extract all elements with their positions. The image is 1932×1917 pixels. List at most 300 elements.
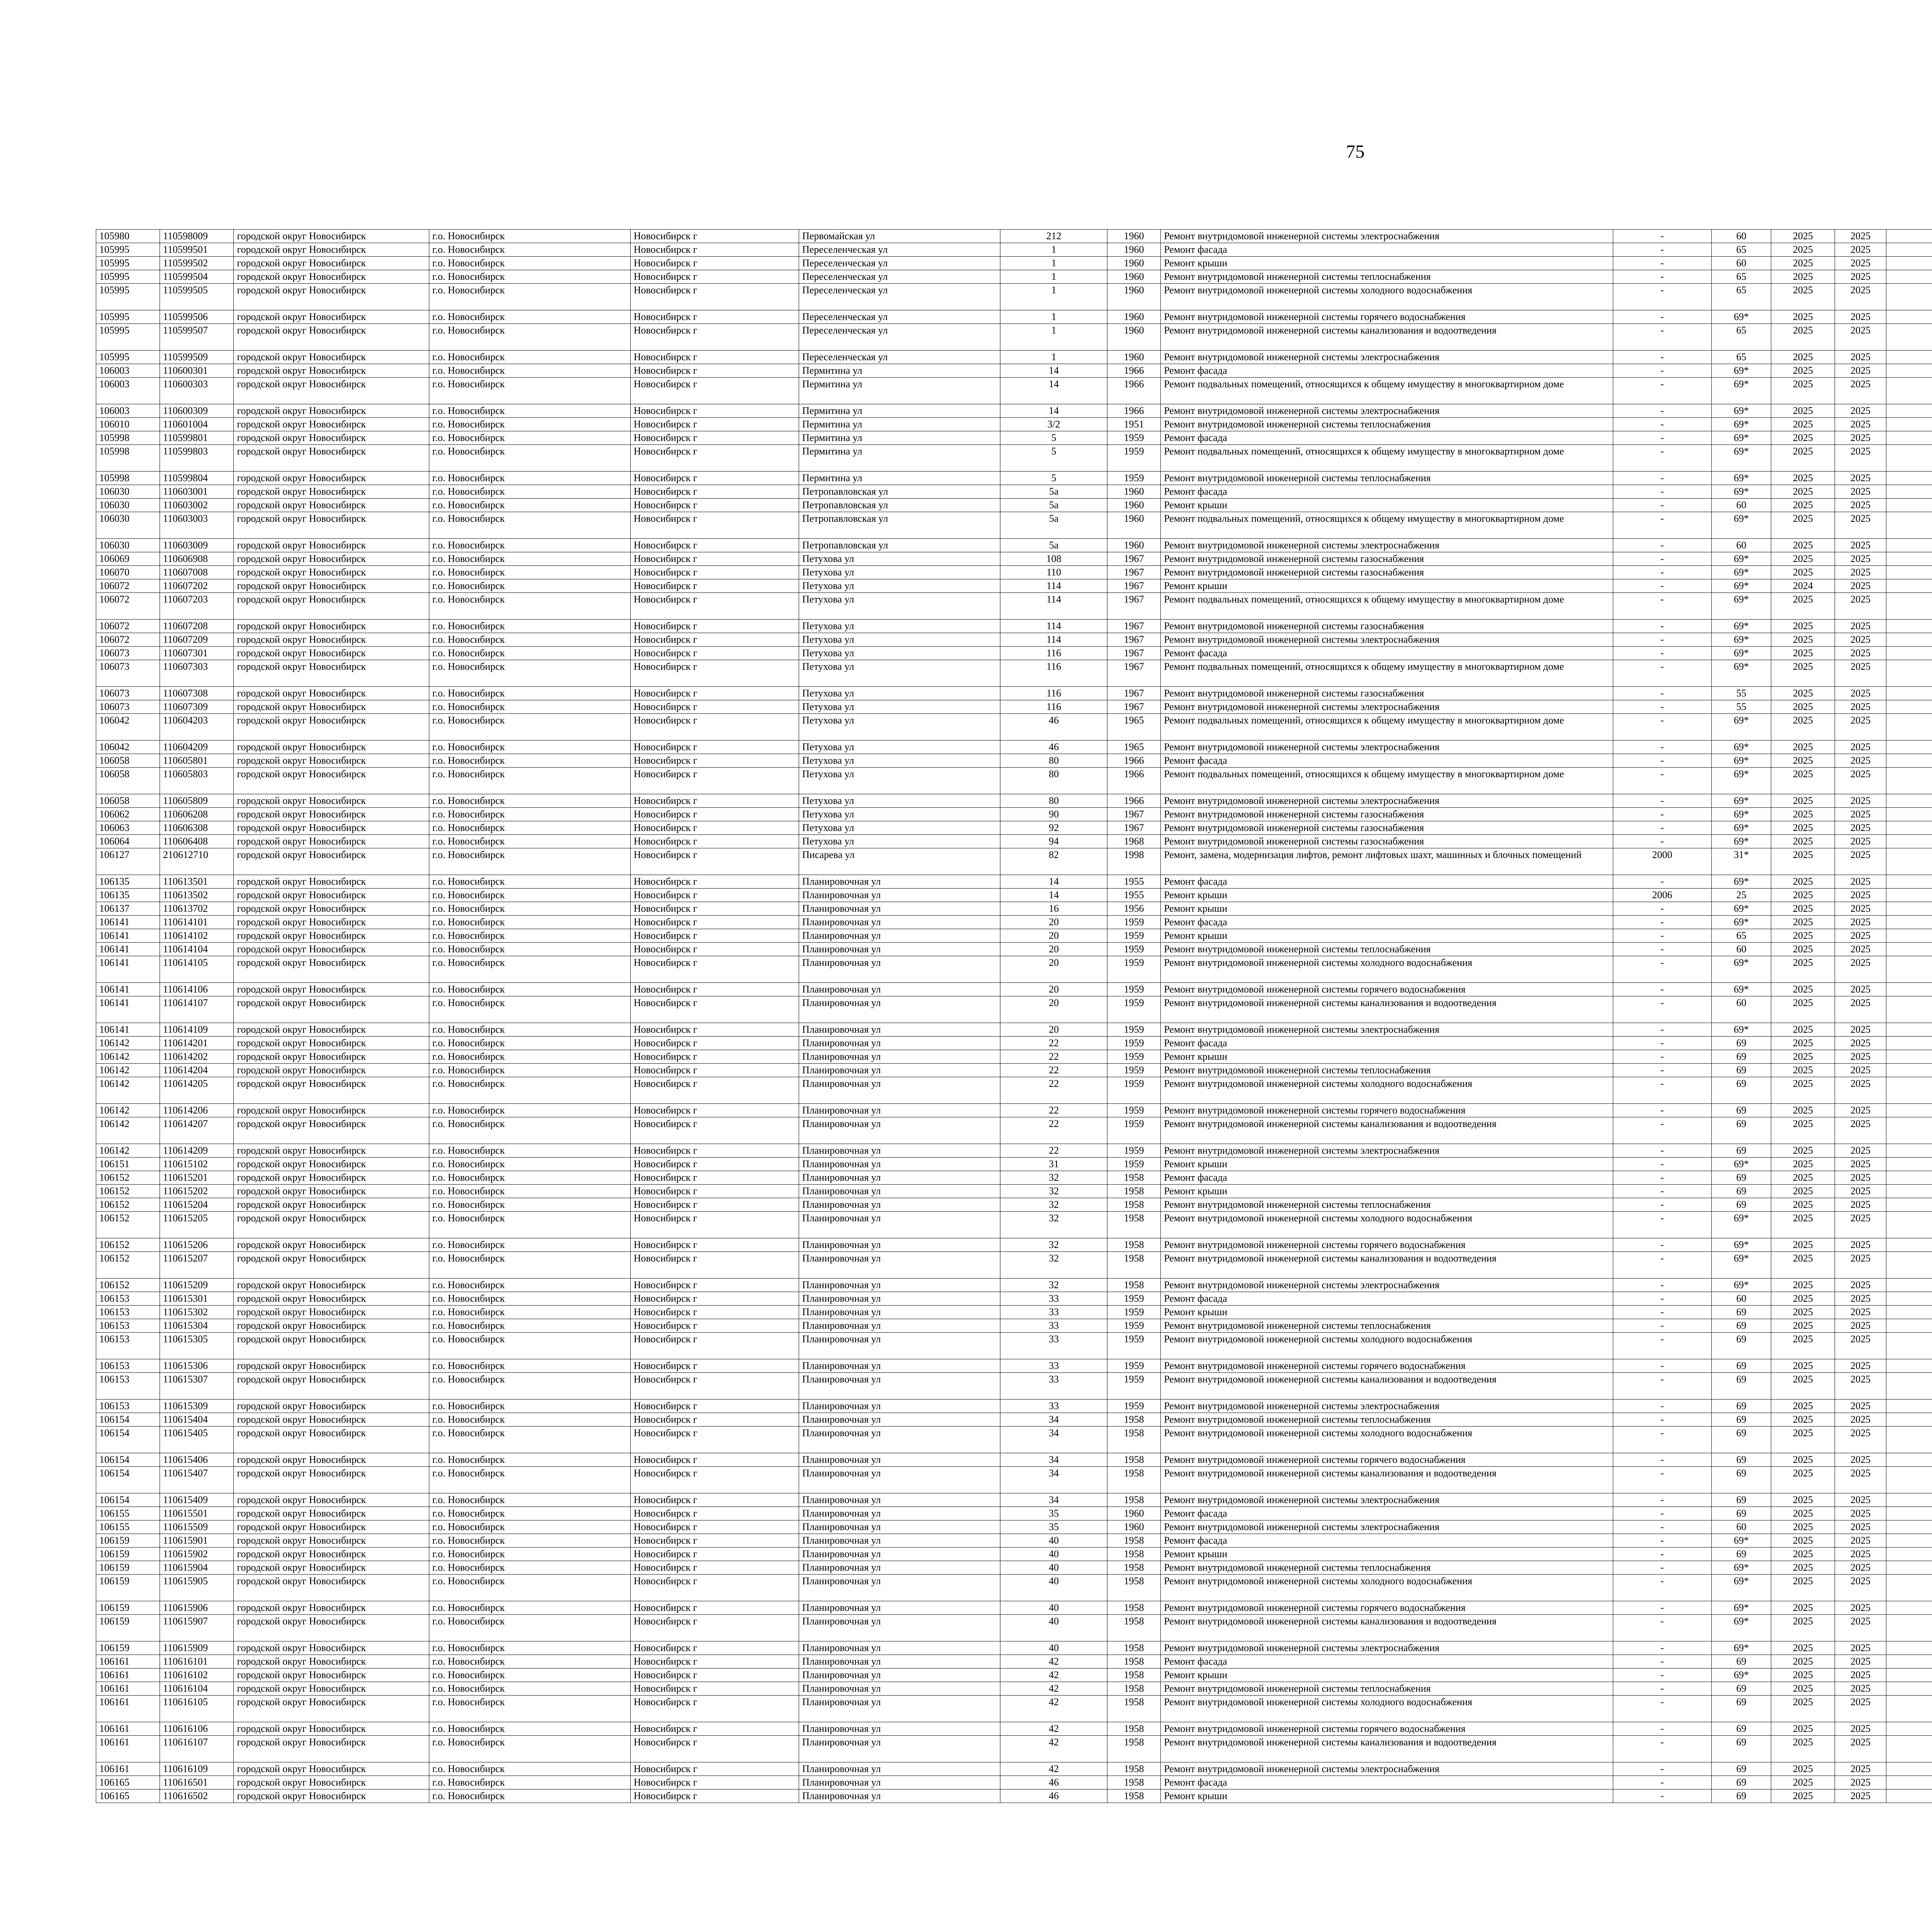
cell-street: Пермитина ул <box>799 445 1000 472</box>
cell-year-built: 1959 <box>1107 1117 1161 1144</box>
cell-work-type: Ремонт внутридомовой инженерной системы канализования и водоотведения <box>1161 324 1613 351</box>
cell-house-id: 106153 <box>96 1399 160 1413</box>
cell-settlement: г.о. Новосибирск <box>429 1104 630 1117</box>
cell-work-type: Ремонт внутридомовой инженерной системы газоснабжения <box>1161 566 1613 579</box>
cell-settlement: г.о. Новосибирск <box>429 1575 630 1601</box>
cell-plan-year-start: 2025 <box>1771 1534 1835 1548</box>
cell-plan-year-start: 2025 <box>1771 1520 1835 1534</box>
cell-city: Новосибирск г <box>630 620 799 633</box>
cell-house-number: 1 <box>1000 257 1107 270</box>
table-row <box>96 1359 1932 1373</box>
cell-year-built: 1958 <box>1107 1789 1161 1803</box>
table-row <box>96 1333 1932 1359</box>
cell-last-repair-year: - <box>1613 351 1711 364</box>
cell-year-built: 1960 <box>1107 485 1161 499</box>
cell-settlement: г.о. Новосибирск <box>429 1252 630 1279</box>
cell-wear: 69* <box>1711 1561 1771 1575</box>
cell-last-repair-year: - <box>1613 996 1711 1023</box>
cell-house-number: 42 <box>1000 1736 1107 1762</box>
cell-street: Петухова ул <box>799 768 1000 794</box>
cell-plan-year-start: 2025 <box>1771 1319 1835 1333</box>
cell-total-cost <box>1886 364 1932 378</box>
cell-year-built: 1955 <box>1107 875 1161 889</box>
cell-settlement: г.о. Новосибирск <box>429 1333 630 1359</box>
cell-street: Петухова ул <box>799 687 1000 700</box>
cell-house-number: 32 <box>1000 1238 1107 1252</box>
cell-total-cost <box>1886 512 1932 539</box>
cell-house-number: 114 <box>1000 620 1107 633</box>
cell-total-cost <box>1886 1306 1932 1319</box>
cell-house-number: 40 <box>1000 1575 1107 1601</box>
cell-plan-year-end: 2025 <box>1835 1601 1886 1615</box>
cell-total-cost <box>1886 1789 1932 1803</box>
cell-total-cost <box>1886 902 1932 916</box>
cell-work-id: 110616102 <box>160 1668 233 1682</box>
cell-work-type: Ремонт внутридомовой инженерной системы теплоснабжения <box>1161 1319 1613 1333</box>
cell-settlement: г.о. Новосибирск <box>429 1292 630 1306</box>
cell-year-built: 1959 <box>1107 1077 1161 1104</box>
cell-last-repair-year: - <box>1613 821 1711 835</box>
cell-total-cost <box>1886 445 1932 472</box>
cell-plan-year-start: 2025 <box>1771 929 1835 943</box>
cell-last-repair-year: - <box>1613 1641 1711 1655</box>
cell-work-id: 110615405 <box>160 1427 233 1453</box>
cell-settlement: г.о. Новосибирск <box>429 418 630 431</box>
cell-municipality: городской округ Новосибирск <box>234 633 429 647</box>
cell-plan-year-start: 2025 <box>1771 714 1835 741</box>
table-row <box>96 351 1932 364</box>
table-row <box>96 875 1932 889</box>
cell-plan-year-start: 2025 <box>1771 996 1835 1023</box>
cell-street: Планировочная ул <box>799 1601 1000 1615</box>
cell-city: Новосибирск г <box>630 512 799 539</box>
cell-street: Пермитина ул <box>799 418 1000 431</box>
cell-municipality: городской округ Новосибирск <box>234 310 429 324</box>
cell-plan-year-end: 2025 <box>1835 768 1886 794</box>
cell-last-repair-year: - <box>1613 1453 1711 1467</box>
table-row <box>96 310 1932 324</box>
cell-total-cost <box>1886 768 1932 794</box>
cell-house-id: 106141 <box>96 983 160 996</box>
cell-street: Петухова ул <box>799 700 1000 714</box>
cell-year-built: 1960 <box>1107 1520 1161 1534</box>
cell-house-id: 106141 <box>96 929 160 943</box>
cell-house-number: 14 <box>1000 378 1107 404</box>
cell-plan-year-start: 2025 <box>1771 835 1835 848</box>
cell-wear: 69* <box>1711 808 1771 821</box>
cell-year-built: 1960 <box>1107 1507 1161 1520</box>
cell-house-number: 22 <box>1000 1064 1107 1077</box>
table-row <box>96 1762 1932 1776</box>
cell-plan-year-start: 2025 <box>1771 902 1835 916</box>
cell-city: Новосибирск г <box>630 794 799 808</box>
cell-plan-year-end: 2025 <box>1835 1668 1886 1682</box>
cell-settlement: г.о. Новосибирск <box>429 243 630 257</box>
table-row <box>96 243 1932 257</box>
cell-settlement: г.о. Новосибирск <box>429 808 630 821</box>
table-row <box>96 835 1932 848</box>
cell-city: Новосибирск г <box>630 875 799 889</box>
cell-house-id: 106072 <box>96 633 160 647</box>
cell-plan-year-end: 2025 <box>1835 1548 1886 1561</box>
cell-city: Новосибирск г <box>630 499 799 512</box>
cell-total-cost <box>1886 916 1932 929</box>
cell-work-type: Ремонт внутридомовой инженерной системы теплоснабжения <box>1161 418 1613 431</box>
cell-total-cost <box>1886 1507 1932 1520</box>
cell-wear: 69* <box>1711 620 1771 633</box>
table-row <box>96 647 1932 660</box>
cell-settlement: г.о. Новосибирск <box>429 1722 630 1736</box>
cell-house-number: 20 <box>1000 983 1107 996</box>
cell-total-cost <box>1886 821 1932 835</box>
cell-last-repair-year: - <box>1613 875 1711 889</box>
cell-street: Планировочная ул <box>799 983 1000 996</box>
table-row <box>96 1023 1932 1037</box>
cell-work-type: Ремонт фасада <box>1161 485 1613 499</box>
cell-city: Новосибирск г <box>630 1104 799 1117</box>
cell-total-cost <box>1886 848 1932 875</box>
cell-work-id: 110603009 <box>160 539 233 552</box>
table-row <box>96 943 1932 956</box>
cell-total-cost <box>1886 324 1932 351</box>
cell-settlement: г.о. Новосибирск <box>429 499 630 512</box>
cell-house-number: 92 <box>1000 821 1107 835</box>
cell-total-cost <box>1886 1279 1932 1292</box>
cell-house-id: 106137 <box>96 902 160 916</box>
cell-year-built: 1966 <box>1107 794 1161 808</box>
cell-work-type: Ремонт крыши <box>1161 1306 1613 1319</box>
table-row <box>96 270 1932 284</box>
cell-wear: 60 <box>1711 1292 1771 1306</box>
cell-work-id: 110600309 <box>160 404 233 418</box>
cell-house-id: 106010 <box>96 418 160 431</box>
cell-work-type: Ремонт внутридомовой инженерной системы теплоснабжения <box>1161 1561 1613 1575</box>
cell-wear: 69 <box>1711 1037 1771 1050</box>
cell-street: Планировочная ул <box>799 1373 1000 1399</box>
cell-municipality: городской округ Новосибирск <box>234 485 429 499</box>
cell-city: Новосибирск г <box>630 1776 799 1789</box>
cell-house-number: 14 <box>1000 889 1107 902</box>
cell-house-number: 1 <box>1000 284 1107 310</box>
cell-year-built: 1968 <box>1107 835 1161 848</box>
cell-total-cost <box>1886 310 1932 324</box>
cell-wear: 69* <box>1711 741 1771 754</box>
cell-house-id: 106062 <box>96 808 160 821</box>
cell-work-id: 110615302 <box>160 1306 233 1319</box>
cell-total-cost <box>1886 794 1932 808</box>
cell-year-built: 1960 <box>1107 284 1161 310</box>
cell-work-type: Ремонт внутридомовой инженерной системы горячего водоснабжения <box>1161 983 1613 996</box>
table-row <box>96 1493 1932 1507</box>
cell-municipality: городской округ Новосибирск <box>234 1736 429 1762</box>
cell-plan-year-end: 2025 <box>1835 1520 1886 1534</box>
table-row <box>96 418 1932 431</box>
cell-work-id: 110607202 <box>160 579 233 593</box>
cell-city: Новосибирск г <box>630 539 799 552</box>
cell-work-id: 110614105 <box>160 956 233 983</box>
cell-work-type: Ремонт внутридомовой инженерной системы холодного водоснабжения <box>1161 1212 1613 1238</box>
cell-house-number: 114 <box>1000 579 1107 593</box>
cell-city: Новосибирск г <box>630 700 799 714</box>
cell-house-id: 106003 <box>96 378 160 404</box>
cell-house-number: 35 <box>1000 1520 1107 1534</box>
cell-year-built: 1960 <box>1107 324 1161 351</box>
cell-city: Новосибирск г <box>630 1185 799 1198</box>
cell-settlement: г.о. Новосибирск <box>429 1359 630 1373</box>
cell-work-type: Ремонт подвальных помещений, относящихся к общему имуществу в многоквартирном доме <box>1161 512 1613 539</box>
cell-year-built: 1959 <box>1107 1037 1161 1050</box>
cell-total-cost <box>1886 983 1932 996</box>
table-row <box>96 1520 1932 1534</box>
cell-work-type: Ремонт фасада <box>1161 1037 1613 1050</box>
cell-year-built: 1960 <box>1107 230 1161 243</box>
cell-work-type: Ремонт фасада <box>1161 875 1613 889</box>
cell-year-built: 1966 <box>1107 404 1161 418</box>
cell-house-number: 3/2 <box>1000 418 1107 431</box>
cell-city: Новосибирск г <box>630 1359 799 1373</box>
table-row <box>96 1668 1932 1682</box>
cell-year-built: 1958 <box>1107 1467 1161 1493</box>
cell-last-repair-year: - <box>1613 835 1711 848</box>
cell-city: Новосибирск г <box>630 943 799 956</box>
cell-house-id: 106073 <box>96 660 160 687</box>
cell-settlement: г.о. Новосибирск <box>429 270 630 284</box>
cell-last-repair-year: - <box>1613 378 1711 404</box>
cell-year-built: 1958 <box>1107 1427 1161 1453</box>
cell-street: Пермитина ул <box>799 378 1000 404</box>
cell-work-id: 110607309 <box>160 700 233 714</box>
table-row <box>96 1641 1932 1655</box>
cell-wear: 69* <box>1711 431 1771 445</box>
cell-plan-year-start: 2025 <box>1771 243 1835 257</box>
table-row <box>96 1077 1932 1104</box>
register-table-container <box>96 229 1932 1803</box>
cell-municipality: городской округ Новосибирск <box>234 1453 429 1467</box>
cell-wear: 69* <box>1711 983 1771 996</box>
cell-work-id: 110614207 <box>160 1117 233 1144</box>
cell-house-id: 106154 <box>96 1413 160 1427</box>
cell-settlement: г.о. Новосибирск <box>429 1655 630 1668</box>
cell-plan-year-end: 2025 <box>1835 539 1886 552</box>
cell-last-repair-year: - <box>1613 1575 1711 1601</box>
cell-house-number: 42 <box>1000 1668 1107 1682</box>
cell-settlement: г.о. Новосибирск <box>429 1158 630 1171</box>
cell-street: Планировочная ул <box>799 1413 1000 1427</box>
cell-work-type: Ремонт фасада <box>1161 1655 1613 1668</box>
cell-work-id: 110599801 <box>160 431 233 445</box>
cell-work-type: Ремонт внутридомовой инженерной системы теплоснабжения <box>1161 1198 1613 1212</box>
cell-city: Новосибирск г <box>630 1575 799 1601</box>
cell-city: Новосибирск г <box>630 1413 799 1427</box>
cell-city: Новосибирск г <box>630 889 799 902</box>
cell-total-cost <box>1886 1171 1932 1185</box>
table-row <box>96 284 1932 310</box>
cell-total-cost <box>1886 929 1932 943</box>
cell-work-type: Ремонт внутридомовой инженерной системы теплоснабжения <box>1161 1413 1613 1427</box>
cell-plan-year-start: 2025 <box>1771 1668 1835 1682</box>
cell-last-repair-year: - <box>1613 418 1711 431</box>
cell-last-repair-year: - <box>1613 1399 1711 1413</box>
cell-street: Планировочная ул <box>799 1722 1000 1736</box>
cell-street: Планировочная ул <box>799 1171 1000 1185</box>
cell-last-repair-year: - <box>1613 1050 1711 1064</box>
table-row <box>96 889 1932 902</box>
cell-last-repair-year: - <box>1613 1722 1711 1736</box>
cell-total-cost <box>1886 284 1932 310</box>
cell-plan-year-end: 2025 <box>1835 1333 1886 1359</box>
cell-city: Новосибирск г <box>630 1037 799 1050</box>
cell-municipality: городской округ Новосибирск <box>234 539 429 552</box>
cell-house-id: 105998 <box>96 445 160 472</box>
cell-settlement: г.о. Новосибирск <box>429 472 630 485</box>
cell-total-cost <box>1886 1655 1932 1668</box>
cell-last-repair-year: - <box>1613 794 1711 808</box>
cell-street: Петухова ул <box>799 620 1000 633</box>
cell-wear: 69 <box>1711 1548 1771 1561</box>
cell-street: Петухова ул <box>799 593 1000 620</box>
cell-street: Петухова ул <box>799 579 1000 593</box>
cell-settlement: г.о. Новосибирск <box>429 351 630 364</box>
cell-house-number: 34 <box>1000 1413 1107 1427</box>
cell-work-id: 110616107 <box>160 1736 233 1762</box>
cell-last-repair-year: 2006 <box>1613 889 1711 902</box>
cell-total-cost <box>1886 1333 1932 1359</box>
cell-work-type: Ремонт внутридомовой инженерной системы горячего водоснабжения <box>1161 1104 1613 1117</box>
cell-plan-year-start: 2025 <box>1771 808 1835 821</box>
cell-street: Планировочная ул <box>799 875 1000 889</box>
cell-city: Новосибирск г <box>630 1561 799 1575</box>
cell-city: Новосибирск г <box>630 1399 799 1413</box>
cell-municipality: городской округ Новосибирск <box>234 1655 429 1668</box>
cell-work-id: 110615309 <box>160 1399 233 1413</box>
cell-last-repair-year: - <box>1613 257 1711 270</box>
cell-plan-year-start: 2025 <box>1771 1023 1835 1037</box>
cell-settlement: г.о. Новосибирск <box>429 875 630 889</box>
cell-total-cost <box>1886 1548 1932 1561</box>
cell-last-repair-year: - <box>1613 1615 1711 1641</box>
cell-settlement: г.о. Новосибирск <box>429 1682 630 1696</box>
cell-settlement: г.о. Новосибирск <box>429 431 630 445</box>
cell-year-built: 1967 <box>1107 821 1161 835</box>
cell-work-id: 110615201 <box>160 1171 233 1185</box>
cell-house-number: 33 <box>1000 1333 1107 1359</box>
cell-street: Планировочная ул <box>799 1534 1000 1548</box>
table-row <box>96 364 1932 378</box>
table-row <box>96 687 1932 700</box>
cell-last-repair-year: - <box>1613 929 1711 943</box>
cell-year-built: 1966 <box>1107 768 1161 794</box>
cell-wear: 69* <box>1711 714 1771 741</box>
table-row <box>96 929 1932 943</box>
cell-work-id: 110603003 <box>160 512 233 539</box>
cell-last-repair-year: - <box>1613 956 1711 983</box>
cell-wear: 69 <box>1711 1319 1771 1333</box>
cell-year-built: 1967 <box>1107 579 1161 593</box>
cell-plan-year-start: 2025 <box>1771 889 1835 902</box>
cell-settlement: г.о. Новосибирск <box>429 1185 630 1198</box>
cell-plan-year-end: 2025 <box>1835 1453 1886 1467</box>
cell-last-repair-year: - <box>1613 404 1711 418</box>
cell-wear: 60 <box>1711 539 1771 552</box>
cell-work-type: Ремонт внутридомовой инженерной системы горячего водоснабжения <box>1161 310 1613 324</box>
cell-year-built: 1967 <box>1107 647 1161 660</box>
cell-street: Переселенческая ул <box>799 257 1000 270</box>
cell-wear: 55 <box>1711 687 1771 700</box>
cell-plan-year-end: 2025 <box>1835 1037 1886 1050</box>
cell-wear: 69 <box>1711 1399 1771 1413</box>
cell-plan-year-start: 2025 <box>1771 472 1835 485</box>
cell-house-number: 22 <box>1000 1117 1107 1144</box>
cell-year-built: 1998 <box>1107 848 1161 875</box>
cell-city: Новосибирск г <box>630 1198 799 1212</box>
cell-house-id: 106152 <box>96 1238 160 1252</box>
cell-plan-year-start: 2025 <box>1771 983 1835 996</box>
cell-house-id: 106152 <box>96 1252 160 1279</box>
cell-city: Новосибирск г <box>630 579 799 593</box>
cell-plan-year-end: 2025 <box>1835 1399 1886 1413</box>
cell-city: Новосибирск г <box>630 1373 799 1399</box>
cell-wear: 65 <box>1711 284 1771 310</box>
cell-wear: 60 <box>1711 1520 1771 1534</box>
cell-year-built: 1967 <box>1107 593 1161 620</box>
cell-house-number: 42 <box>1000 1682 1107 1696</box>
cell-wear: 69* <box>1711 1575 1771 1601</box>
cell-year-built: 1958 <box>1107 1722 1161 1736</box>
cell-municipality: городской округ Новосибирск <box>234 916 429 929</box>
cell-work-id: 110613501 <box>160 875 233 889</box>
cell-city: Новосибирск г <box>630 1507 799 1520</box>
cell-plan-year-start: 2025 <box>1771 310 1835 324</box>
cell-plan-year-end: 2025 <box>1835 687 1886 700</box>
cell-plan-year-end: 2025 <box>1835 257 1886 270</box>
cell-house-number: 90 <box>1000 808 1107 821</box>
cell-wear: 69* <box>1711 754 1771 768</box>
cell-total-cost <box>1886 378 1932 404</box>
cell-year-built: 1958 <box>1107 1641 1161 1655</box>
cell-plan-year-start: 2025 <box>1771 499 1835 512</box>
cell-work-id: 110614107 <box>160 996 233 1023</box>
cell-street: Планировочная ул <box>799 1507 1000 1520</box>
cell-street: Планировочная ул <box>799 956 1000 983</box>
cell-street: Планировочная ул <box>799 1762 1000 1776</box>
cell-wear: 60 <box>1711 499 1771 512</box>
cell-settlement: г.о. Новосибирск <box>429 768 630 794</box>
cell-house-number: 32 <box>1000 1185 1107 1198</box>
cell-house-id: 106142 <box>96 1064 160 1077</box>
cell-city: Новосибирск г <box>630 1601 799 1615</box>
cell-street: Переселенческая ул <box>799 284 1000 310</box>
cell-plan-year-start: 2025 <box>1771 1279 1835 1292</box>
cell-street: Планировочная ул <box>799 1050 1000 1064</box>
cell-house-number: 34 <box>1000 1453 1107 1467</box>
cell-plan-year-end: 2025 <box>1835 902 1886 916</box>
cell-work-type: Ремонт внутридомовой инженерной системы электроснабжения <box>1161 1399 1613 1413</box>
cell-house-id: 106030 <box>96 512 160 539</box>
cell-last-repair-year: - <box>1613 1104 1711 1117</box>
cell-year-built: 1959 <box>1107 956 1161 983</box>
cell-house-id: 105995 <box>96 351 160 364</box>
cell-last-repair-year: - <box>1613 687 1711 700</box>
cell-settlement: г.о. Новосибирск <box>429 647 630 660</box>
cell-plan-year-end: 2025 <box>1835 1776 1886 1789</box>
cell-total-cost <box>1886 1534 1932 1548</box>
cell-work-id: 110615407 <box>160 1467 233 1493</box>
cell-settlement: г.о. Новосибирск <box>429 1641 630 1655</box>
cell-wear: 25 <box>1711 889 1771 902</box>
cell-municipality: городской округ Новосибирск <box>234 1064 429 1077</box>
cell-total-cost <box>1886 1373 1932 1399</box>
cell-last-repair-year: - <box>1613 579 1711 593</box>
